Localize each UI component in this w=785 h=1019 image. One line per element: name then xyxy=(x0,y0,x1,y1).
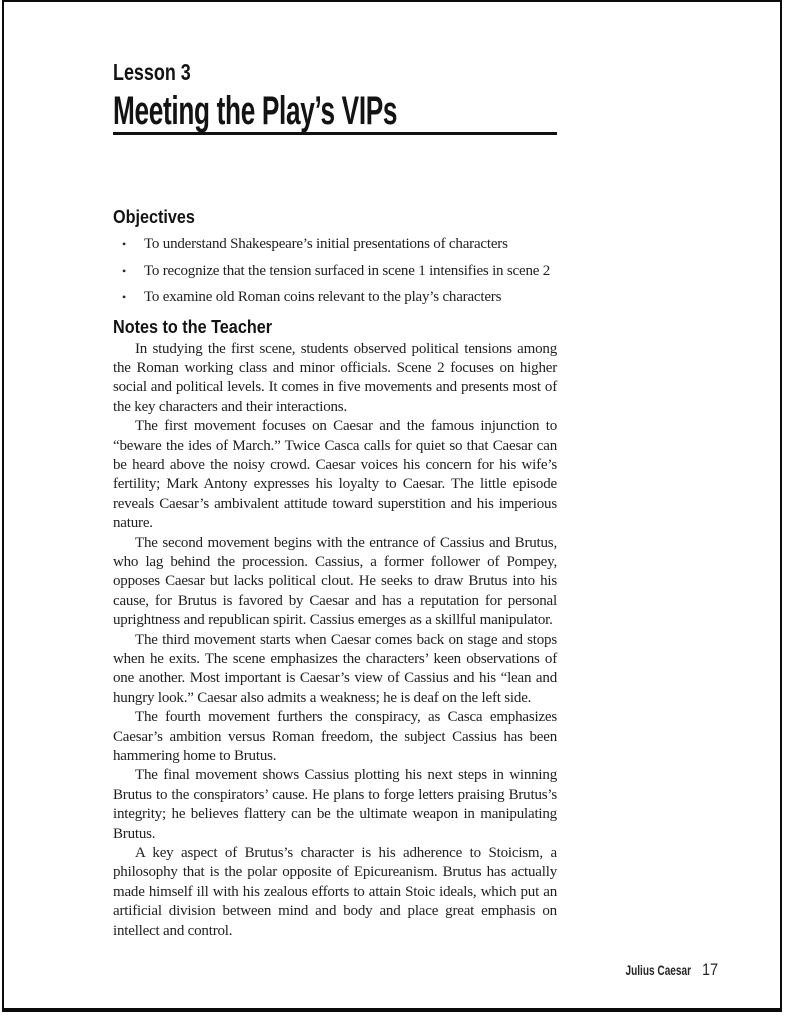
bullet-icon: • xyxy=(122,290,127,304)
lesson-label: Lesson 3 xyxy=(113,59,191,85)
bullet-icon: • xyxy=(122,237,127,251)
notes-paragraph: The second movement begins with the entrance of Cassius and Brutus, who lag behind the procession. Cassius, a former follower of Pompey, opposes Caesar but lacks political clout. He seeks to draw Brutus into his cause, for Brutus is favored by Caesar and has a reputation for personal uprightness and republican spirit. Cassius emerges as a skillful manipulator. xyxy=(113,534,557,629)
notes-paragraph: A key aspect of Brutus’s character is his adherence to Stoicism, a philosophy that is the polar opposite of Epicureanism. Brutus has actually made himself ill with his zealous efforts to attain Stoic ideals, which put an artificial division between mind and body and place great emphasis on intellect and control. xyxy=(113,845,557,939)
objective-text: To understand Shakespeare’s initial presentations of characters xyxy=(144,236,508,252)
page-content xyxy=(113,0,557,941)
objective-text: To examine old Roman coins relevant to the play’s characters xyxy=(144,289,502,305)
notes-paragraph: The final movement shows Cassius plotting his next steps in winning Brutus to the conspirators’ cause. He plans to forge letters praising Brutus’s integrity; he believes flattery can be the ultimate weapon in manipulating Brutus. xyxy=(113,767,557,842)
notes-paragraph: In studying the first scene, students observed political tensions among the Roman working class and minor officials. Scene 2 focuses on higher social and political levels. It comes in five movements and presents most of the key characters and their interactions. xyxy=(113,340,557,415)
bullet-icon: • xyxy=(122,263,127,278)
footer-page-number: 17 xyxy=(702,960,719,979)
objectives-heading: Objectives xyxy=(113,207,195,227)
objective-item xyxy=(113,258,557,285)
page-title: Meeting the Play’s VIPs xyxy=(113,89,398,133)
objective-item xyxy=(113,284,557,311)
notes-heading: Notes to the Teacher xyxy=(113,316,273,337)
notes-paragraph: The first movement focuses on Caesar and the famous injunction to “beware the ides of March.” Twice Casca calls for quiet so that Caesar can be heard above the noisy crowd. Caesar voices his concern for his wife’s fertility; Mark Antony expresses his loyalty to Caesar. The little episode reveals Caesar’s ambivalent attitude toward superstition and his imperious nature. xyxy=(113,418,557,532)
page-footer xyxy=(600,960,721,980)
footer-book-title: Julius Caesar xyxy=(625,962,692,978)
objective-item xyxy=(113,231,557,258)
objective-text: To recognize that the tension surfaced in scene 1 intensifies in scene 2 xyxy=(144,262,551,279)
notes-paragraph: The fourth movement furthers the conspiracy, as Casca emphasizes Caesar’s ambition versus Roman freedom, the subject Cassius has been hammering home to Brutus. xyxy=(113,709,557,765)
notes-paragraph: The third movement starts when Caesar comes back on stage and stops when he exits. The scene emphasizes the characters’ keen observations of one another. Most important is Caesar’s view of Cassius and his “lean and hungry look.” Caesar also admits a weakness; he is deaf on the left side. xyxy=(113,631,557,706)
objectives-list xyxy=(113,231,557,311)
